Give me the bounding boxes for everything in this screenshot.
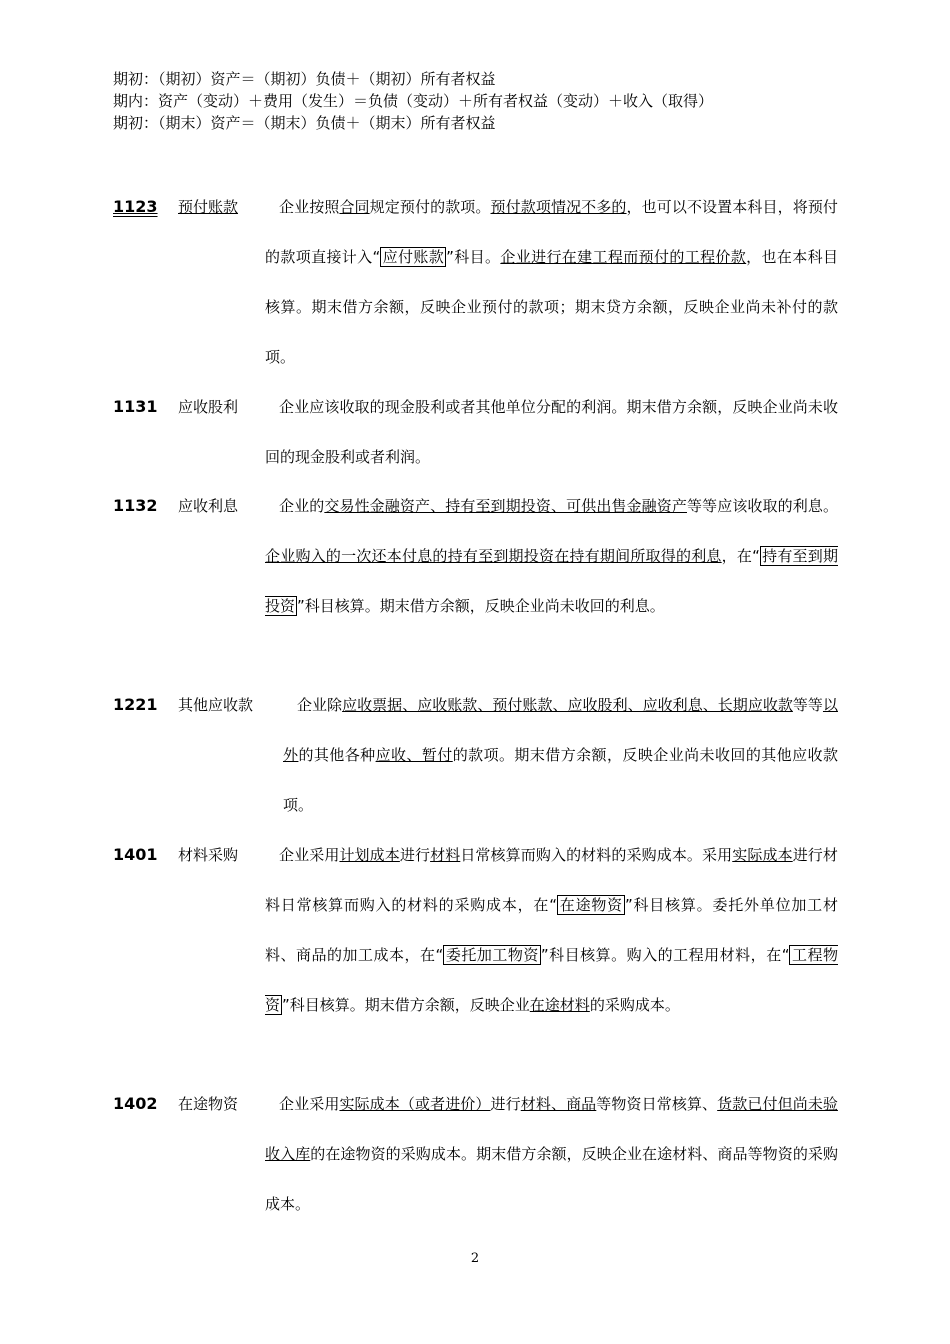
account-code: 1123 [113,197,158,216]
underlined-phrase: 以外 [283,696,838,764]
text-run: 的其他各种 [298,746,376,764]
underlined-phrase: 货款已付但尚未验收入库 [265,1095,838,1163]
text-run: 企业采用 [279,1095,340,1113]
equation-opening: 期初：（期初）资产＝（期初）负债＋（期初）所有者权益 [113,70,496,88]
account-entry-1131 [113,395,838,482]
account-name: 应收股利 [178,398,239,416]
text-run: 企业除 [297,696,343,714]
boxed-account-ref: 委托加工物资 [445,946,539,964]
text-run: 的采购成本。 [589,996,680,1014]
account-entry-1221 [113,693,838,830]
underlined-phrase: 企业进行在建工程而预付的工程价款 [500,248,747,266]
text-run: 企业按照 [279,198,340,216]
text-run: ”科目核算。委托外单位加工材料、商品的加工成本，在“ [265,896,838,964]
underlined-phrase: 交易性金融资产、持有至到期投资、可供出售金融资产 [324,497,687,515]
text-run: 的款项。期末借方余额，反映企业尚未收回的其他应收款项。 [283,746,838,814]
text-run: 等物资日常核算、 [596,1095,718,1113]
text-run: 进行材料日常核算而购入的材料的采购成本，在“ [265,846,838,914]
text-run: 企业采用 [279,846,340,864]
account-name: 预付账款 [178,198,239,216]
underlined-phrase: 合同 [339,198,370,216]
balance-equations [113,68,713,134]
account-entry-1402 [113,1092,838,1229]
underlined-phrase: 应收票据、应收账款、预付账款、应收股利、应收利息、长期应收款 [342,696,793,714]
text-run: 企业应该收取的现金股利或者其他单位分配的利润。期末借方余额，反映企业尚未收回的现金股利或者利润。 [265,398,838,466]
page-number: 2 [470,1251,480,1266]
account-entry-1132 [113,494,838,631]
equation-during: 期内：资产（变动）＋费用（发生）＝负债（变动）＋所有者权益（变动）＋收入（取得） [113,92,714,110]
text-run: 日常核算而购入的材料的采购成本。采用 [460,846,733,864]
account-name: 在途物资 [178,1095,239,1113]
boxed-account-ref: 持有至到期投资 [265,547,838,615]
text-run: 等等 [792,696,823,714]
text-run: ，在“ [721,547,760,565]
underlined-phrase: 在途材料 [529,996,590,1014]
account-code: 1221 [113,695,158,714]
underlined-phrase: 预付款项情况不多的 [490,198,627,216]
underlined-phrase: 计划成本 [339,846,400,864]
underlined-phrase: 企业购入的一次还本付息的持有至到期投资在持有期间所取得的利息 [265,547,722,565]
text-run: ，也可以不设置本科目，将预付的款项直接计入“ [265,198,838,266]
boxed-account-ref: 应付账款 [382,248,445,266]
account-name: 其他应收款 [178,696,254,714]
text-run: 的在途物资的采购成本。期末借方余额，反映企业在途材料、商品等物资的采购成本。 [265,1145,838,1213]
text-run: 规定预付的款项。 [369,198,491,216]
underlined-phrase: 材料 [430,846,461,864]
text-run: ”科目核算。期末借方余额，反映企业 [282,996,530,1014]
text-run: ”科目核算。购入的工程用材料，在“ [540,946,790,964]
text-run: ，也在本科目核算。期末借方余额，反映企业预付的款项；期末贷方余额，反映企业尚未补付的款项。 [265,248,838,366]
text-run: 企业的 [279,497,325,515]
boxed-account-ref: 工程物资 [265,946,838,1014]
account-entry-1123 [113,195,838,382]
boxed-account-ref: 在途物资 [558,896,623,914]
text-run: ”科目核算。期末借方余额，反映企业尚未收回的利息。 [297,597,665,615]
account-code: 1132 [113,496,158,515]
text-run: 进行 [399,846,431,864]
account-code: 1131 [113,397,158,416]
text-run: 等等应该收取的利息。 [686,497,838,515]
underlined-phrase: 实际成本（或者进价） [339,1095,491,1113]
text-run: ”科目。 [446,248,501,266]
account-name: 材料采购 [178,846,239,864]
underlined-phrase: 材料、商品 [520,1095,597,1113]
account-code: 1402 [113,1094,158,1113]
text-run: 进行 [490,1095,521,1113]
account-name: 应收利息 [178,497,239,515]
account-entry-1401 [113,843,838,1030]
underlined-phrase: 实际成本 [732,846,793,864]
equation-closing: 期初：（期末）资产＝（期末）负债＋（期末）所有者权益 [113,114,496,132]
underlined-phrase: 应收、暂付 [375,746,453,764]
account-code: 1401 [113,845,158,864]
